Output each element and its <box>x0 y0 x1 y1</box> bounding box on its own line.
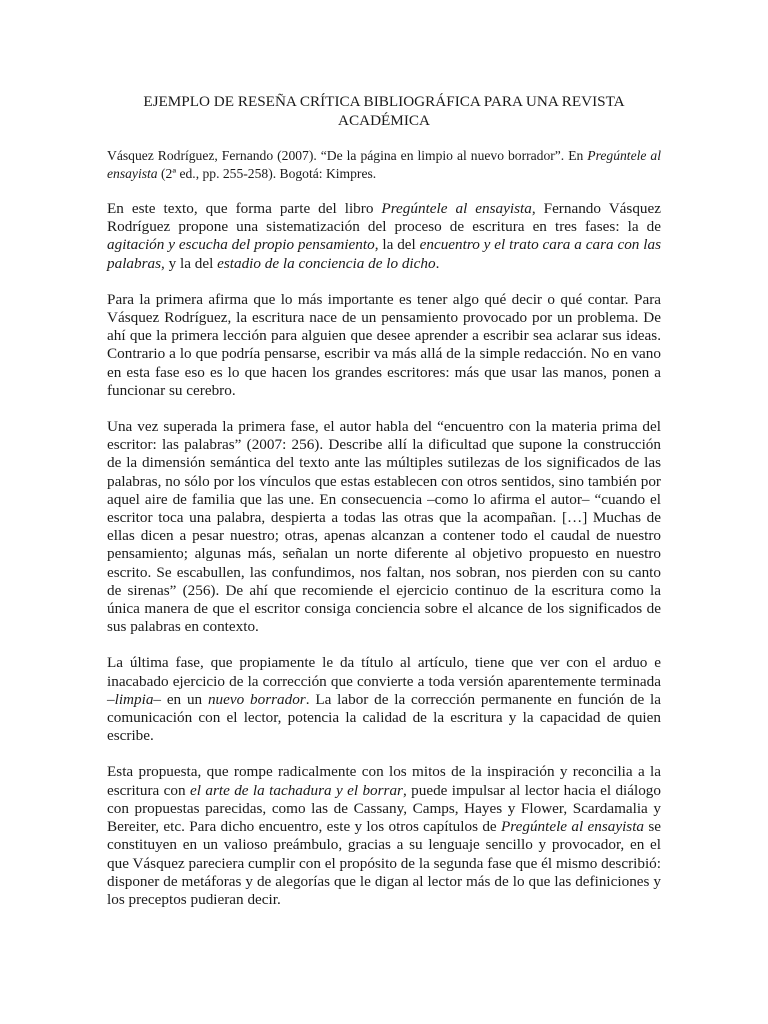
paragraph-5-book-title: Pregúntele al ensayista <box>500 818 645 836</box>
paragraph-5-arte-tachadura: el arte de la tachadura y el borrar <box>190 781 403 799</box>
citation-details: (2ª ed., pp. 255-258). Bogotá: Kimpres. <box>157 166 377 181</box>
paragraph-5-text-a: Esta propuesta, que rompe radicalmente con los mitos de la inspiración y reconcilia a la escritura con <box>107 763 661 799</box>
bibliographic-citation <box>107 147 661 183</box>
paragraph-2: Para la primera afirma que lo más importante es tener algo qué decir o qué contar. Para Vásquez Rodríguez, la escritura nace de un pensamiento provocado por un problema. De ahí que la primera lección para alguien que desee aprender a escribir sea aclarar sus ideas. Contrario a lo que podría pensarse, escribir va más allá de la simple redacción. No en vano en esta fase eso es lo que hacen los grandes escritores: más que usar las manos, ponen a funcionar su cerebro. <box>107 290 661 399</box>
paragraph-4-text-a: La última fase, que propiamente le da título al artículo, tiene que ver con el arduo e inacabado ejercicio de la corrección que convierte a toda versión aparentemente terminada – <box>107 654 661 708</box>
paragraph-1-phase-3: estadio de la conciencia de lo dicho <box>217 254 436 272</box>
paragraph-1-phase-1: agitación y escucha del propio pensamiento <box>107 236 375 254</box>
citation-article: “De la página en limpio al nuevo borrador”. En <box>320 148 588 163</box>
paragraph-1-book-title: Pregúntele al ensayista <box>381 200 532 217</box>
paragraph-1-text-a: En este texto, que forma parte del libro <box>107 200 382 217</box>
paragraph-1-text-c: , Fernando Vásquez Rodríguez propone una sistematización del proceso de escritura en tres fases: la de <box>107 200 661 236</box>
paragraph-5-text-e: se constituyen en un valioso preámbulo, gracias a su lenguaje sencillo y provocador, en el que Vásquez pareciera cumplir con el propósito de la segunda fase que él mismo describió: disponer de metáforas y de alegorías que le digan al lector más de lo que las definiciones y los preceptos pudieran decir. <box>107 818 662 908</box>
paragraph-1-text-e: , la del <box>374 236 420 254</box>
paragraph-1-phase-2: encuentro y el trato cara a cara con las palabras <box>107 236 661 272</box>
paragraph-1-text-i: . <box>435 254 440 272</box>
paragraph-4 <box>107 654 661 745</box>
citation-book-title: Pregúntele al ensayista <box>107 148 661 181</box>
paragraph-4-text-c: – en un <box>153 690 208 708</box>
paragraph-5 <box>107 763 661 909</box>
paragraph-5-text-c: , puede impulsar al lector hacia el diálogo con propuestas parecidas, como las de Cassany, Camps, Hayes y Flower, Scardamalia y Bereiter, etc. Para dicho encuentro, este y los otros capítulos de <box>107 781 661 836</box>
paragraph-3: Una vez superada la primera fase, el autor habla del “encuentro con la materia prima del escritor: las palabras” (2007: 256). Describe allí la dificultad que supone la construcción de la dimensión semántica del texto ante las múltiples sutilezas de los significados de las palabras, no sólo por los vínculos que estas establecen con otros sentidos, sino también por aquel aire de familia que las une. En consecuencia –como lo afirma el autor– “cuando el escritor toca una palabra, despierta a todas las otras que la acompañan. […] Muchas de ellas dicen a pesar nuestro; otras, apenas alcanzan a contener todo el caudal de nuestro pensamiento; algunas más, señalan un norte diferente al objetivo propuesto en nuestro escrito. Se escabullen, las confundimos, nos faltan, nos sobran, nos pierden con su canto de sirenas” (256). De ahí que recomiende el ejercicio continuo de la escritura como la única manera de que el escritor consiga conciencia sobre el alcance de los significados de sus palabras en contexto. <box>107 418 661 636</box>
paragraph-1-text-g: , y la del <box>161 254 218 272</box>
paragraph-4-nuevo-borrador: nuevo borrador <box>207 690 306 708</box>
document-page <box>107 92 661 927</box>
paragraph-4-limpia: limpia <box>114 690 154 708</box>
paragraph-4-text-e: . La labor de la corrección permanente en función de la comunicación con el lector, potencia la calidad de la escritura y la capacidad de quien escribe. <box>107 690 661 745</box>
paragraph-1 <box>107 200 661 273</box>
page-title: EJEMPLO DE RESEÑA CRÍTICA BIBLIOGRÁFICA PARA UNA REVISTA ACADÉMICA <box>143 93 625 129</box>
citation-author-year: Vásquez Rodríguez, Fernando (2007). <box>107 148 321 163</box>
